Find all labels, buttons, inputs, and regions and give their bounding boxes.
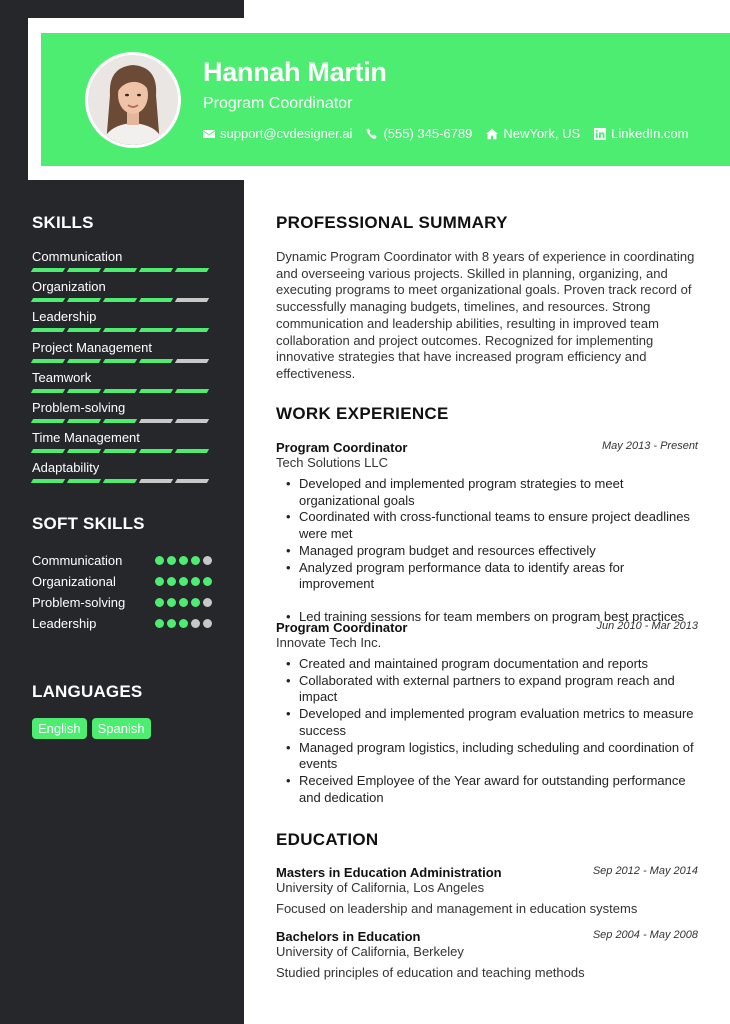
- skill-level-segment: [67, 419, 101, 423]
- soft-skill-item: [32, 550, 212, 571]
- skill-level-segment: [139, 298, 173, 302]
- skill-level-segment: [103, 479, 137, 483]
- soft-skill-rating: [155, 619, 212, 628]
- skill-level-segment: [31, 268, 65, 272]
- soft-skill-label: Communication: [32, 553, 123, 568]
- soft-skills-heading: SOFT SKILLS: [32, 514, 145, 533]
- skill-level-segment: [31, 359, 65, 363]
- education-description: Focused on leadership and management in education systems: [276, 901, 638, 916]
- skill-level-bar: [32, 449, 212, 453]
- rating-dot: [179, 556, 188, 565]
- job-bullets: [276, 476, 698, 626]
- skill-item: [32, 431, 212, 461]
- skill-item: [32, 280, 212, 310]
- job-bullet: • Analyzed program performance data to identify areas for improvement: [286, 560, 698, 593]
- skill-label: Time Management: [32, 430, 140, 446]
- skills-list: [32, 250, 212, 492]
- summary-text: Dynamic Program Coordinator with 8 years of experience in coordinating and overseeing various projects. Skilled in planning, organizing, and executing programs to meet organizational goals. Proven track record of successfully managing budgets, timelines, and resources. Strong communication and leadership abilities, resulting in improved team collaboration and project outcomes. Recognized for implementing innovative strategies that have increased program efficiency and effectiveness.: [276, 249, 695, 381]
- skill-level-segment: [175, 328, 209, 332]
- contact-email[interactable]: [203, 126, 352, 141]
- rating-dot: [179, 598, 188, 607]
- skill-item: [32, 461, 212, 491]
- linkedin-text: LinkedIn.com: [611, 126, 689, 141]
- experience-heading: WORK EXPERIENCE: [276, 404, 449, 423]
- skill-level-segment: [139, 268, 173, 272]
- candidate-name: Hannah Martin: [203, 57, 387, 87]
- rating-dot: [179, 619, 188, 628]
- skill-label: Communication: [32, 249, 123, 264]
- rating-dot: [167, 577, 176, 586]
- rating-dot: [155, 598, 164, 607]
- rating-dot: [155, 619, 164, 628]
- job-bullets: [276, 656, 698, 806]
- skill-level-segment: [67, 328, 101, 332]
- rating-dot: [203, 619, 212, 628]
- linkedin-icon: [594, 128, 606, 140]
- skill-level-segment: [103, 359, 137, 363]
- languages-heading: LANGUAGES: [32, 682, 143, 701]
- education-description: Studied principles of education and teaching methods: [276, 965, 585, 980]
- skill-label: Leadership: [32, 309, 97, 325]
- skill-level-segment: [31, 389, 65, 393]
- skill-level-segment: [139, 389, 173, 393]
- education-dates: Sep 2012 - May 2014: [592, 865, 698, 877]
- skill-level-segment: [67, 268, 101, 272]
- skill-item: [32, 310, 212, 340]
- skill-level-bar: [32, 389, 212, 393]
- rating-dot: [155, 577, 164, 586]
- skill-level-segment: [139, 479, 173, 483]
- contact-linkedin[interactable]: [594, 126, 688, 141]
- skill-level-segment: [103, 419, 137, 423]
- email-text: support@cvdesigner.ai: [220, 126, 353, 141]
- skill-level-segment: [139, 359, 173, 363]
- skill-level-segment: [175, 268, 209, 272]
- skill-level-bar: [32, 419, 212, 423]
- skill-level-segment: [103, 298, 137, 302]
- skill-item: [32, 341, 212, 371]
- skill-item: [32, 401, 212, 431]
- skill-level-segment: [175, 389, 209, 393]
- avatar: [85, 52, 181, 148]
- job-entry: [276, 620, 698, 806]
- skill-level-segment: [175, 479, 209, 483]
- job-bullet: • Managed program logistics, including scheduling and coordination of events: [286, 740, 698, 773]
- skill-level-segment: [67, 359, 101, 363]
- skill-level-segment: [31, 479, 65, 483]
- education-school: University of California, Los Angeles: [276, 880, 485, 895]
- skill-level-segment: [103, 268, 137, 272]
- skill-level-bar: [32, 328, 212, 332]
- job-bullet: • Developed and implemented program evaluation metrics to measure success: [286, 706, 698, 739]
- rating-dot: [167, 598, 176, 607]
- soft-skill-rating: [155, 577, 212, 586]
- soft-skill-item: [32, 571, 212, 592]
- job-bullet: • Managed program budget and resources effectively: [286, 543, 698, 560]
- skill-level-segment: [31, 328, 65, 332]
- job-bullet: • Received Employee of the Year award for outstanding performance and dedication: [286, 773, 698, 806]
- job-bullet: • Collaborated with external partners to expand program reach and impact: [286, 673, 698, 706]
- education-degree: Masters in Education Administration: [276, 865, 502, 880]
- job-title: Program Coordinator: [276, 440, 408, 455]
- skill-label: Project Management: [32, 339, 152, 355]
- skill-level-segment: [139, 419, 173, 423]
- skill-level-segment: [103, 389, 137, 393]
- soft-skill-rating: [155, 598, 212, 607]
- soft-skill-rating: [155, 556, 212, 565]
- skill-level-segment: [31, 298, 65, 302]
- location-text: NewYork, US: [503, 126, 581, 141]
- contact-list: [203, 126, 689, 141]
- education-school: University of California, Berkeley: [276, 944, 464, 959]
- skill-label: Teamwork: [32, 369, 92, 385]
- skill-label: Organization: [32, 279, 106, 295]
- skill-level-segment: [67, 298, 101, 302]
- job-dates: May 2013 - Present: [602, 440, 698, 452]
- skill-label: Problem-solving: [32, 399, 126, 415]
- job-dates: Jun 2010 - Mar 2013: [596, 620, 698, 632]
- skill-level-segment: [175, 419, 209, 423]
- contact-location: [486, 126, 580, 141]
- rating-dot: [179, 577, 188, 586]
- candidate-role: Program Coordinator: [203, 95, 353, 112]
- soft-skill-label: Organizational: [32, 574, 116, 589]
- skill-level-segment: [31, 419, 65, 423]
- job-bullet: • Led training sessions for team members on program best practices: [286, 609, 698, 626]
- rating-dot: [191, 556, 200, 565]
- home-icon: [486, 128, 498, 140]
- phone-text: (555) 345-6789: [383, 126, 473, 141]
- skill-level-segment: [67, 449, 101, 453]
- education-degree: Bachelors in Education: [276, 929, 421, 944]
- contact-phone[interactable]: [366, 126, 472, 141]
- education-entry: [276, 929, 698, 980]
- skill-level-segment: [31, 449, 65, 453]
- skill-item: [32, 371, 212, 401]
- skill-level-segment: [103, 449, 137, 453]
- skill-level-segment: [175, 359, 209, 363]
- skill-item: [32, 250, 212, 280]
- skill-level-segment: [67, 389, 101, 393]
- skill-level-bar: [32, 298, 212, 302]
- job-bullet: • Developed and implemented program strategies to meet organizational goals: [286, 476, 698, 509]
- soft-skill-item: [32, 592, 212, 613]
- skill-level-bar: [32, 268, 212, 272]
- rating-dot: [155, 556, 164, 565]
- skill-level-segment: [175, 449, 209, 453]
- rating-dot: [167, 556, 176, 565]
- summary-heading: PROFESSIONAL SUMMARY: [276, 213, 508, 232]
- education-heading: EDUCATION: [276, 830, 379, 849]
- soft-skill-label: Leadership: [32, 616, 97, 631]
- skill-level-bar: [32, 359, 212, 363]
- skill-level-bar: [32, 479, 212, 483]
- job-bullet: • Created and maintained program documentation and reports: [286, 656, 698, 673]
- language-tag: Spanish: [92, 718, 151, 739]
- rating-dot: [191, 577, 200, 586]
- skill-level-segment: [67, 479, 101, 483]
- rating-dot: [191, 598, 200, 607]
- languages-list: [32, 718, 151, 739]
- rating-dot: [203, 598, 212, 607]
- education-dates: Sep 2004 - May 2008: [592, 929, 698, 941]
- rating-dot: [203, 556, 212, 565]
- job-entry: [276, 440, 698, 626]
- education-entry: [276, 865, 698, 916]
- soft-skills-list: [32, 550, 212, 634]
- rating-dot: [203, 577, 212, 586]
- phone-icon: [366, 128, 378, 140]
- skills-heading: SKILLS: [32, 213, 94, 232]
- resume-header: [41, 33, 730, 166]
- skill-level-segment: [139, 328, 173, 332]
- soft-skill-item: [32, 613, 212, 634]
- job-title: Program Coordinator: [276, 620, 408, 635]
- job-bullet: • Coordinated with cross-functional teams to ensure project deadlines were met: [286, 509, 698, 542]
- rating-dot: [167, 619, 176, 628]
- skill-level-segment: [103, 328, 137, 332]
- rating-dot: [191, 619, 200, 628]
- envelope-icon: [203, 128, 215, 140]
- profile-photo-icon: [88, 55, 178, 145]
- soft-skill-label: Problem-solving: [32, 595, 126, 610]
- skill-label: Adaptability: [32, 460, 100, 476]
- skill-level-segment: [175, 298, 209, 302]
- language-tag: English: [32, 718, 87, 739]
- job-company: Tech Solutions LLC: [276, 455, 389, 470]
- job-company: Innovate Tech Inc.: [276, 635, 382, 650]
- skill-level-segment: [139, 449, 173, 453]
